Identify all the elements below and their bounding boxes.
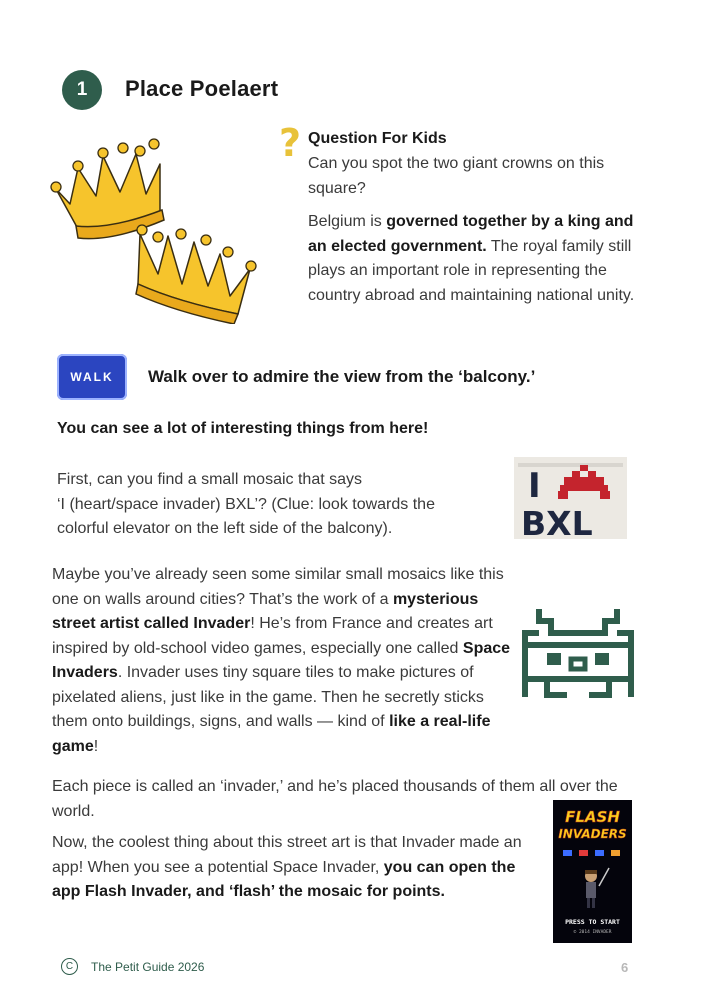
app-logo-line1: FLASH: [565, 808, 620, 826]
app-text: Now, the coolest thing about this street art is that Invader made an app! When you see a potential Space Invader,: [52, 834, 522, 876]
mosaic-line: First, can you find a small mosaic that says: [57, 471, 362, 488]
mosaic-line: ‘I (heart/space invader) BXL’? (Clue: look towards the: [57, 495, 435, 513]
walk-badge: WALK: [57, 354, 127, 400]
each-piece-paragraph: Each piece is called an ‘invader,’ and he’s placed thousands of them all over the world.: [52, 778, 618, 820]
crown-icon: [136, 225, 256, 324]
invader-text: Maybe you’ve already seen some similar small mosaics like this one on walls around cities? That’s the work of a: [52, 566, 504, 608]
app-logo-line2: INVADERS: [558, 827, 627, 841]
page-number: 6: [621, 960, 629, 975]
app-screen-graphic: [553, 800, 632, 943]
app-paragraph: [52, 831, 522, 905]
belgium-text: The royal family still plays an important role in representing the country abroad and maintaining national unity.: [308, 237, 635, 304]
invader-text: . Invader uses tiny square tiles to make pictures of pixelated aliens, just like in the game. Then he secretly sticks them onto buildings, signs, and walls — kind of: [52, 664, 484, 730]
mosaic-top-text: I: [528, 466, 541, 506]
space-invader-icon: [517, 605, 639, 705]
invader-bold: Space Invaders: [52, 639, 511, 681]
invader-text: !: [93, 737, 99, 755]
walk-instruction: Walk over to admire the view from the ‘balcony.’: [148, 367, 536, 386]
app-copyright: © 2014 INVADER: [573, 930, 612, 935]
footer-brand: The Petit Guide 2026: [91, 960, 205, 974]
invader-bold: mysterious street artist called Invader: [52, 590, 479, 632]
invader-bold: like a real-life game: [52, 713, 491, 755]
mosaic-photo: [514, 457, 627, 539]
copyright-symbol: C: [65, 961, 74, 972]
flash-invaders-app-screenshot: [553, 800, 632, 943]
section-number: 1: [76, 79, 88, 100]
mosaic-paragraph: [57, 468, 487, 542]
crowns-illustration: [48, 134, 260, 324]
invader-text: ! He’s from France and creates art inspired by old-school video games, especially one called: [52, 615, 493, 657]
section-number-badge: [62, 70, 102, 110]
mosaic-bottom-text: BXL: [521, 504, 593, 539]
crown-icon: [51, 139, 164, 239]
app-bold: you can open the app Flash Invader, and ‘flash’ the mosaic for points.: [52, 858, 516, 900]
belgium-paragraph: [308, 210, 643, 308]
belgium-bold: governed together by a king and an elected government.: [308, 213, 634, 255]
question-text: Can you spot the two giant crowns on this square?: [308, 155, 605, 197]
mosaic-graphic: [514, 457, 627, 539]
question-heading: Question For Kids: [308, 130, 447, 147]
page-title: Place Poelaert: [125, 76, 279, 101]
question-mark-icon: ?: [279, 121, 302, 165]
invader-paragraph: [52, 563, 520, 759]
interesting-heading: You can see a lot of interesting things from here!: [57, 420, 429, 437]
copyright-icon: [61, 958, 78, 975]
belgium-text: Belgium is: [308, 213, 387, 230]
app-press-start: PRESS TO START: [565, 918, 620, 926]
mosaic-line: colorful elevator on the left side of the balcony).: [57, 520, 393, 537]
